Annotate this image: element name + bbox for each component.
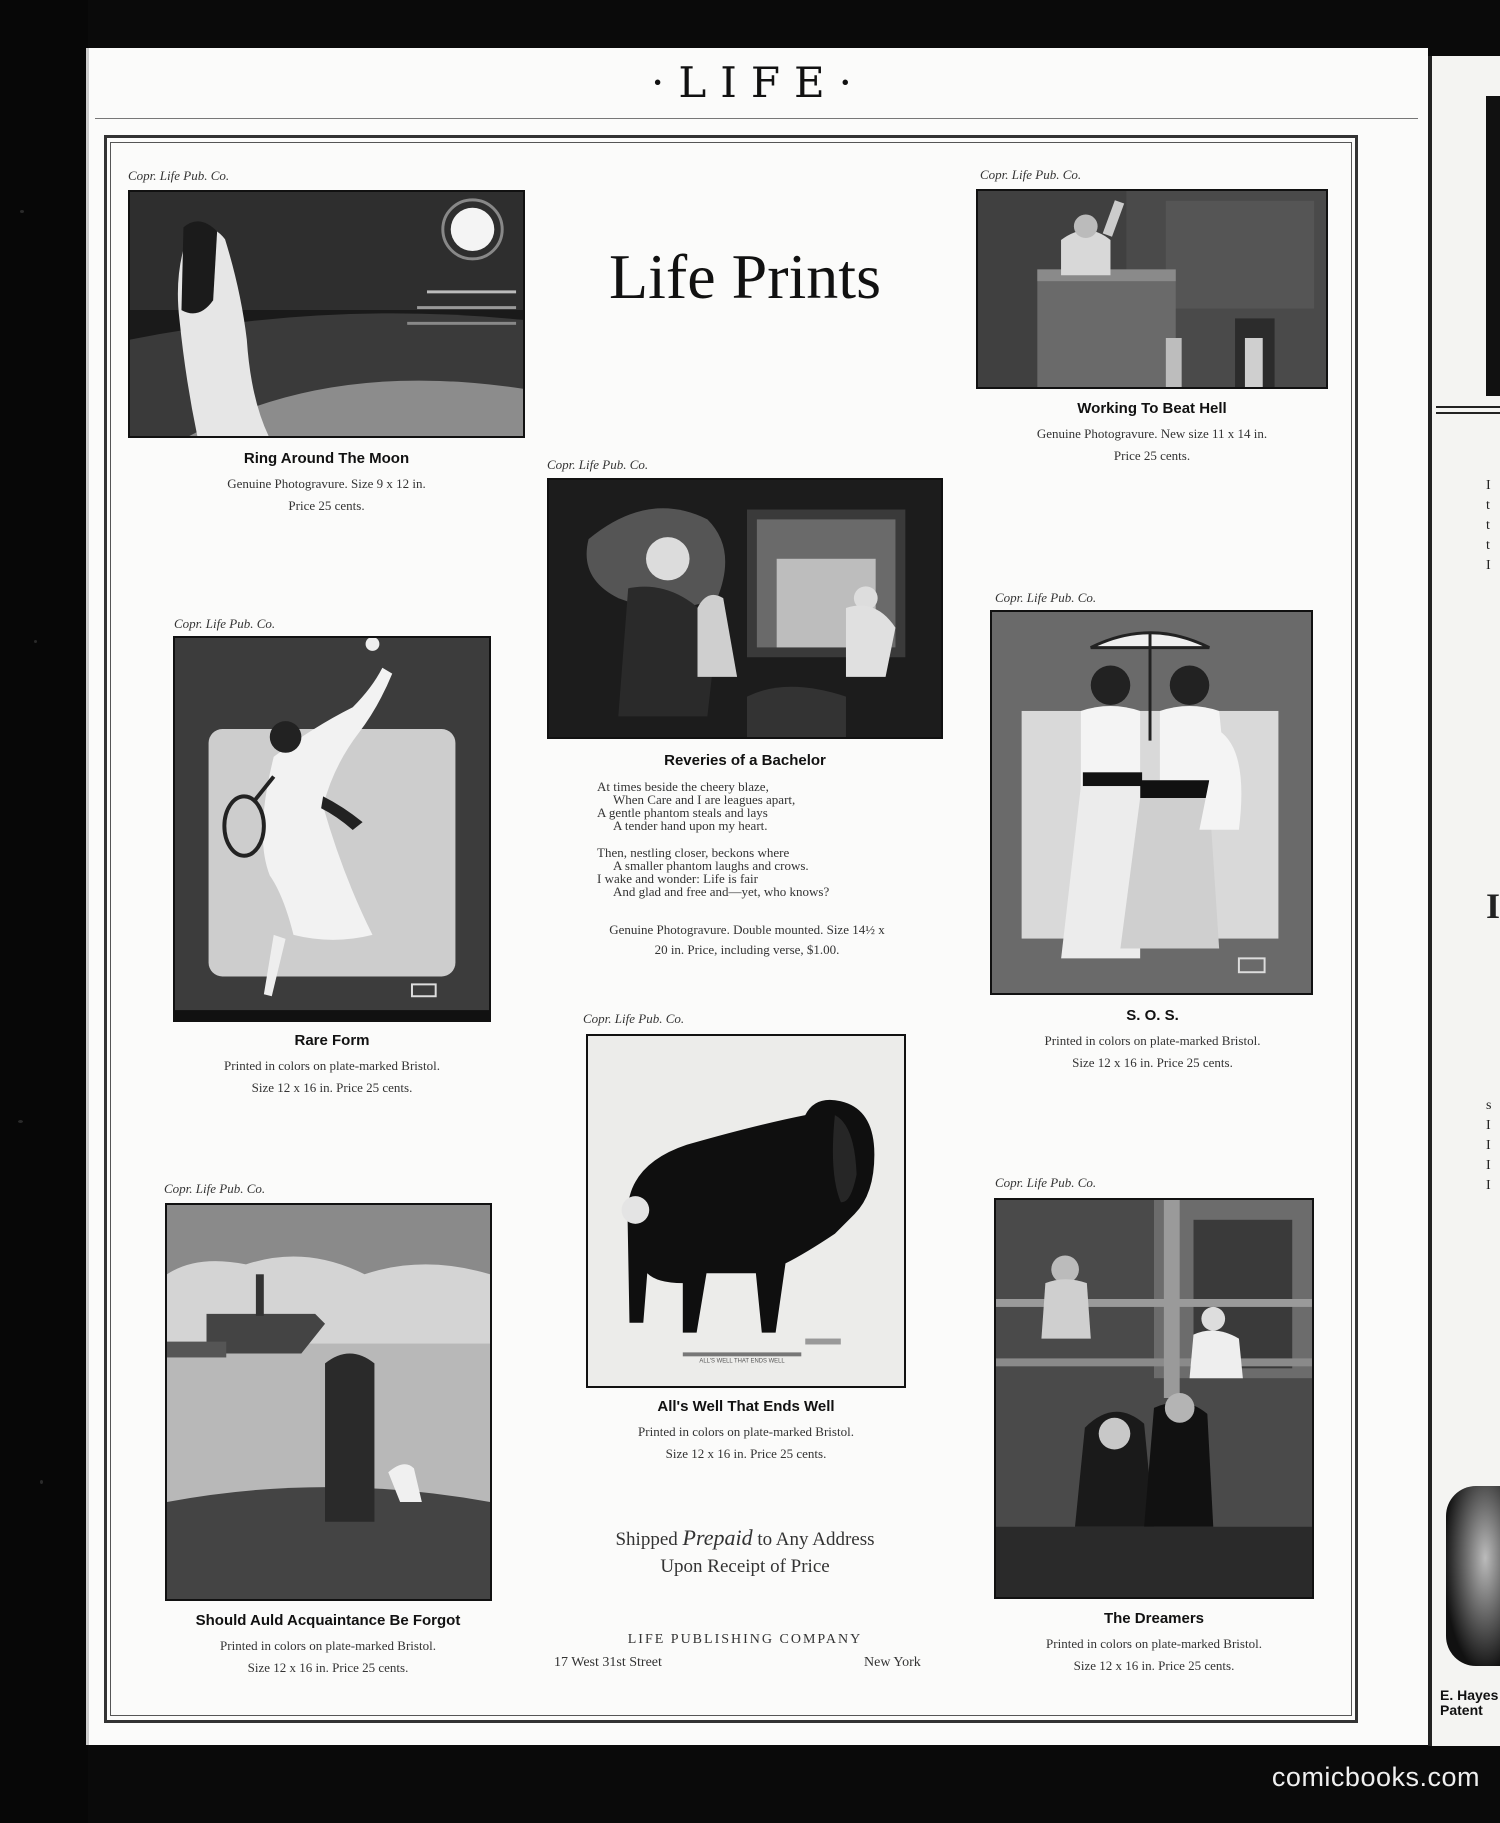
source-watermark: comicbooks.com <box>1271 1762 1480 1792</box>
print-title: The Dreamers <box>1103 1610 1205 1627</box>
print-price: Size 12 x 16 in. Price 25 cents. <box>247 1660 409 1675</box>
shipping-notice: Shipped Prepaid to Any Address Upon Receipt of Price <box>560 1524 930 1580</box>
caption-rare-form <box>142 1032 522 1099</box>
adjacent-page-text: I t t t I <box>1486 478 1491 573</box>
print-title: Reveries of a Bachelor <box>664 752 826 769</box>
verse-line: A smaller phantom laughs and crows. <box>613 858 809 873</box>
print-plate-reveries-of-a-bachelor <box>547 478 943 739</box>
verse-line: I wake and wonder: Life is fair <box>597 871 758 886</box>
copyright-label: Copr. Life Pub. Co. <box>995 1175 1097 1190</box>
adjacent-page-caption: E. Hayes Patent <box>1440 1687 1499 1718</box>
masthead-rule <box>95 118 1418 119</box>
print-plate-the-dreamers <box>994 1198 1314 1599</box>
print-details: Printed in colors on plate-marked Bristol. <box>638 1424 854 1439</box>
print-price: Size 12 x 16 in. Price 25 cents. <box>665 1446 827 1461</box>
print-price: 20 in. Price, including verse, $1.00. <box>654 942 840 957</box>
print-title: All's Well That Ends Well <box>657 1398 835 1415</box>
publisher-name: LIFE PUBLISHING COMPANY <box>627 1632 863 1647</box>
scan-border-left <box>0 0 88 1823</box>
copyright-label: Copr. Life Pub. Co. <box>547 457 649 472</box>
print-title: Working To Beat Hell <box>1077 400 1227 417</box>
print-details: Printed in colors on plate-marked Bristol. <box>224 1058 440 1073</box>
bachelor-print-details <box>542 920 952 960</box>
print-price: Price 25 cents. <box>1113 448 1191 463</box>
print-price: Size 12 x 16 in. Price 25 cents. <box>1073 1658 1235 1673</box>
print-plate-ring-around-moon <box>128 190 525 438</box>
print-title: S. O. S. <box>1126 1007 1179 1024</box>
copyright-label: Copr. Life Pub. Co. <box>980 167 1082 182</box>
adjacent-page-illustration <box>1446 1486 1500 1666</box>
print-price: Size 12 x 16 in. Price 25 cents. <box>1072 1055 1233 1070</box>
verse-line: Then, nestling closer, beckons where <box>597 845 790 860</box>
print-details: Printed in colors on plate-marked Bristol. <box>1046 1636 1262 1651</box>
print-price: Size 12 x 16 in. Price 25 cents. <box>251 1080 413 1095</box>
copyright-label: Copr. Life Pub. Co. <box>128 168 230 183</box>
verse-line: And glad and free and—yet, who knows? <box>613 884 830 899</box>
print-details: Genuine Photogravure. Size 9 x 12 in. <box>227 476 426 491</box>
caption-auld-acquaintance <box>140 1612 516 1679</box>
caption-alls-well <box>560 1398 932 1465</box>
print-details: Printed in colors on plate-marked Bristol. <box>1044 1033 1261 1048</box>
shipping-line-2: Upon Receipt of Price <box>660 1556 830 1577</box>
print-title: Should Auld Acquaintance Be Forgot <box>195 1612 461 1629</box>
caption-reveries-of-a-bachelor <box>547 752 943 775</box>
print-title: Ring Around The Moon <box>243 450 410 467</box>
publisher-city: New York <box>864 1655 921 1670</box>
print-plate-rare-form <box>173 636 491 1022</box>
print-plate-working-to-beat-hell <box>976 189 1328 389</box>
bachelor-verse <box>597 780 829 898</box>
print-details: Printed in colors on plate-marked Bristol. <box>220 1638 436 1653</box>
verse-line: When Care and I are leagues apart, <box>613 792 796 807</box>
caption-ring-around-moon <box>128 450 525 517</box>
shipping-emphasis: Prepaid <box>682 1525 753 1550</box>
print-details: Genuine Photogravure. Double mounted. Size 14½ x <box>609 922 885 937</box>
masthead: ·LIFE· <box>651 58 866 107</box>
adjacent-page-strip: I t t t I I s I I I I E. Hayes Patent <box>1428 56 1500 1746</box>
print-plate-auld-acquaintance <box>165 1203 492 1601</box>
page-heading: Life Prints <box>609 241 881 312</box>
copyright-label: Copr. Life Pub. Co. <box>164 1181 266 1196</box>
caption-the-dreamers <box>965 1610 1343 1677</box>
print-details: Genuine Photogravure. New size 11 x 14 in. <box>1036 426 1268 441</box>
print-price: Price 25 cents. <box>288 498 365 513</box>
copyright-label: Copr. Life Pub. Co. <box>995 590 1097 605</box>
verse-line: A tender hand upon my heart. <box>613 818 768 833</box>
caption-working-to-beat-hell <box>950 400 1354 467</box>
plate-inscription: ALL'S WELL THAT ENDS WELL <box>699 1358 785 1365</box>
copyright-label: Copr. Life Pub. Co. <box>174 616 276 631</box>
verse-line: At times beside the cheery blaze, <box>597 779 769 794</box>
publisher-street: 17 West 31st Street <box>554 1655 662 1670</box>
print-plate-sos <box>990 610 1313 995</box>
copyright-label: Copr. Life Pub. Co. <box>583 1011 685 1026</box>
print-plate-alls-well <box>586 1034 906 1388</box>
print-title: Rare Form <box>294 1032 370 1049</box>
caption-sos <box>960 1007 1345 1074</box>
verse-line: A gentle phantom steals and lays <box>597 805 768 820</box>
